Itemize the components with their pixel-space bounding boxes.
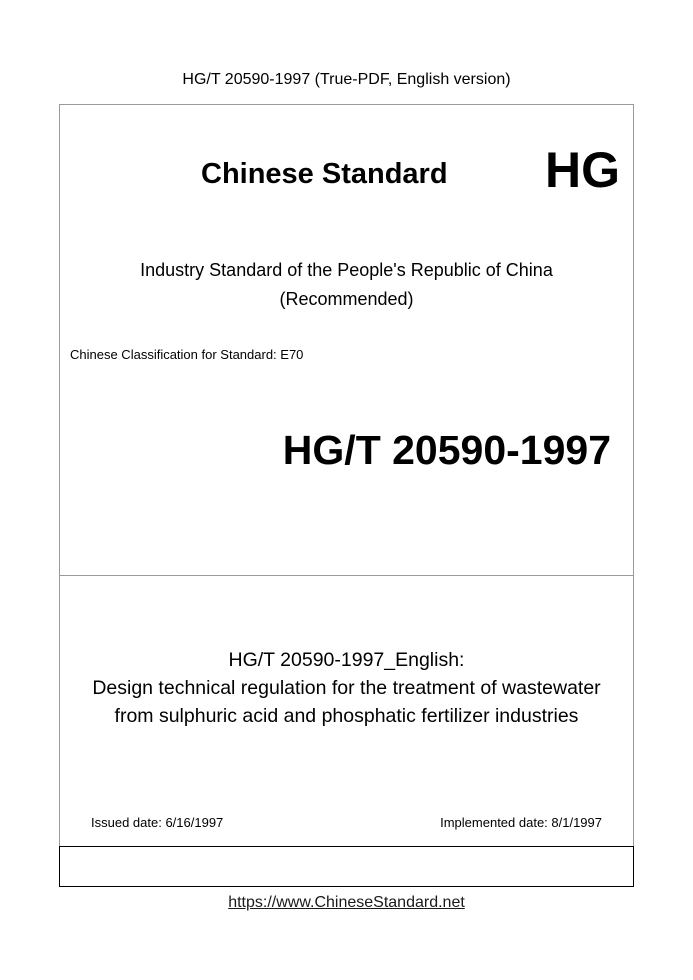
- bottom-box: [59, 846, 634, 887]
- brand-code: HG: [545, 142, 620, 198]
- classification-label: Chinese Classification for Standard: E70: [70, 347, 304, 362]
- implemented-date: Implemented date: 8/1/1997: [440, 815, 602, 830]
- section-divider: [59, 575, 634, 576]
- brand-title: Chinese Standard: [201, 158, 448, 190]
- issued-date: Issued date: 6/16/1997: [91, 815, 224, 830]
- english-title-line-1: Design technical regulation for the treatment of wastewater: [92, 677, 601, 699]
- industry-standard-line: Industry Standard of the People's Republic of China: [140, 260, 553, 280]
- english-title-code: HG/T 20590-1997_English:: [228, 649, 465, 671]
- recommended-label: (Recommended): [279, 289, 414, 309]
- standard-code: HG/T 20590-1997: [282, 427, 611, 473]
- document-header: HG/T 20590-1997 (True-PDF, English version): [182, 71, 511, 88]
- cover-frame: [59, 104, 634, 886]
- english-title-line-2: from sulphuric acid and phosphatic fertilizer industries: [114, 705, 579, 727]
- website-link[interactable]: https://www.ChineseStandard.net: [228, 894, 465, 911]
